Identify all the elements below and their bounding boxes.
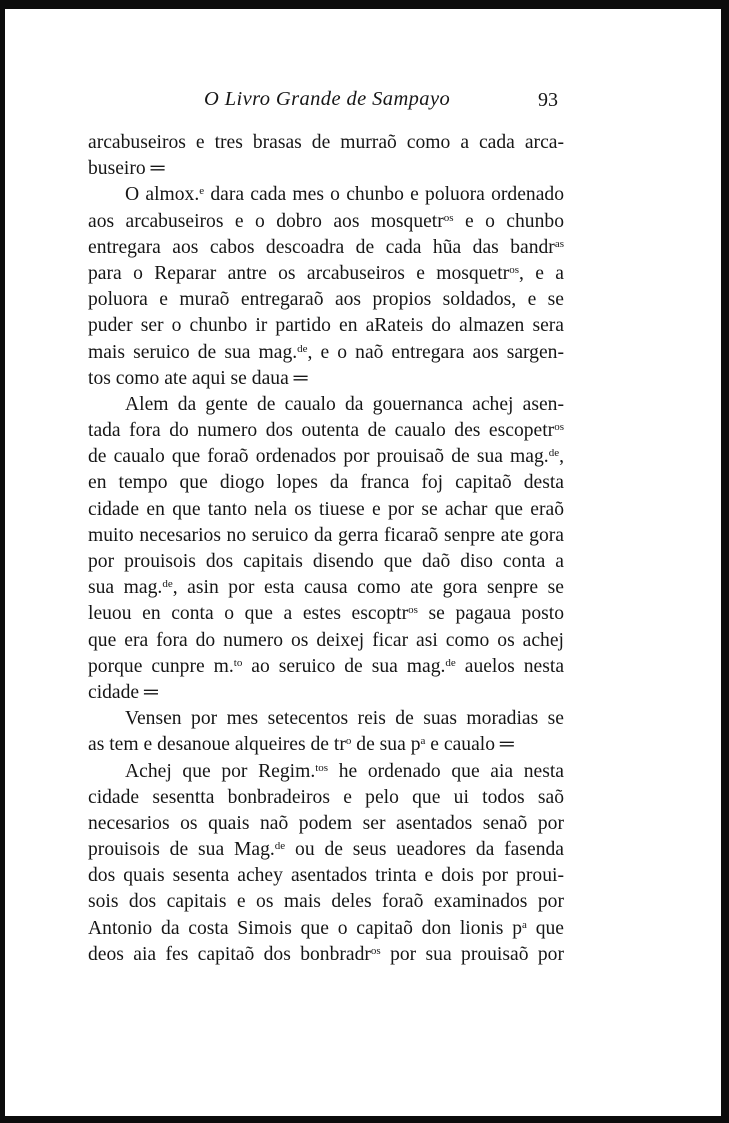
abbreviation-superscript: e <box>199 185 205 198</box>
scan-border-right <box>721 0 729 1123</box>
abbreviation-superscript: os <box>554 421 564 434</box>
abbreviation-superscript: de <box>548 447 560 460</box>
abbreviation-superscript: de <box>162 578 173 591</box>
abbreviation-superscript: as <box>554 237 564 250</box>
abbreviation-superscript: de <box>445 656 456 669</box>
text-line: en tempo que diogo lopes da franca foj capitaõ desta <box>88 472 564 494</box>
text-line: as tem e desanoue alqueires de $tr^o$ de sua $p^a$ e caualo ═ <box>88 734 514 756</box>
text-line: entregara aos cabos descoadra de cada hũa das bandr$^{as}$ <box>88 236 564 258</box>
page-header <box>88 88 564 122</box>
text-line: buseiro ═ <box>88 158 165 180</box>
text-line: leuou en conta o que a estes escoptr$^{os}$ se pagaua posto <box>88 603 564 625</box>
text-line: para o Reparar antre os arcabuseiros e mosquetr$^{os}$, e a <box>88 262 564 284</box>
abbreviation-superscript: o <box>345 735 352 748</box>
abbreviation-superscript: os <box>370 944 381 957</box>
text-line: de caualo que foraõ ordenados por prouisaõ de sua mag.$^{de}$, <box>88 446 564 468</box>
text-line: muito necesarios no seruico da gerra ficaraõ senpre ate gora <box>88 524 564 546</box>
scan-border-left <box>0 0 5 1123</box>
text-line: poluora e muraõ entregaraõ aos propios soldados, e se <box>88 289 564 311</box>
text-line: que era fora do numero os deixej ficar asi como os achej <box>88 629 564 651</box>
text-line: cidade sesentta bonbradeiros e pelo que ui todos saõ <box>88 786 564 808</box>
text-line: cidade en que tanto nela os tiuese e por se achar que eraõ <box>88 498 564 520</box>
abbreviation-superscript: a <box>522 918 527 931</box>
text-line: por prouisois dos capitais disendo que daõ diso conta a <box>88 551 564 572</box>
abbreviation-superscript: os <box>509 263 519 276</box>
body-text <box>88 130 564 968</box>
text-line: necesarios os quais naõ podem ser asentados senaõ por <box>88 812 564 834</box>
abbreviation-superscript: tos <box>315 761 329 774</box>
text-line: Vensen por mes setecentos reis de suas moradias se <box>125 708 564 730</box>
abbreviation-superscript: de <box>274 840 286 853</box>
abbreviation-superscript: os <box>443 211 454 224</box>
scan-border-top <box>0 0 729 9</box>
text-line: Antonio da costa Simois que o capitaõ don lionis $p^a$ que <box>88 917 564 939</box>
text-line: Alem da gente de caualo da gouernanca achej asen- <box>125 393 564 415</box>
text-line: prouisois de sua Mag.$^{de}$ ou de seus ueadores da fasenda <box>88 839 564 861</box>
abbreviation-superscript: de <box>297 342 308 355</box>
text-line: mais seruico de sua mag.$^{de}$, e o naõ entregara aos sargen- <box>88 341 564 363</box>
scan-border-bottom <box>0 1116 729 1123</box>
running-title: O Livro Grande de Sampayo <box>204 88 451 110</box>
text-line: tada fora do numero dos outenta de caualo des escopetr$^{os}$ <box>88 420 564 442</box>
abbreviation-superscript: a <box>420 735 426 748</box>
abbreviation-superscript: to <box>233 656 243 669</box>
text-line: sois dos capitais e os mais deles foraõ examinados por <box>88 891 564 913</box>
page-number: 93 <box>538 89 558 111</box>
text-line: cidade ═ <box>88 681 158 703</box>
text-line: puder ser o chunbo ir partido en aRateis do almazen sera <box>88 315 564 337</box>
text-line: tos como ate aqui se daua ═ <box>88 367 308 389</box>
text-line: deos aia fes capitaõ dos bonbradr$^{os}$ por sua prouisaõ por <box>88 943 564 965</box>
text-line: dos quais sesenta achey asentados trinta e dois por proui- <box>88 865 564 887</box>
text-line: O almox.$^e$ dara cada mes o chunbo e poluora ordenado <box>125 184 564 206</box>
text-line: aos arcabuseiros e o dobro aos mosquetr$^{os}$ e o chunbo <box>88 210 564 232</box>
text-line: arcabuseiros e tres brasas de murraõ como a cada arca- <box>88 132 564 153</box>
abbreviation-superscript: os <box>408 604 418 617</box>
text-line: sua mag.$^{de}$, asin por esta causa como ate gora senpre se <box>88 577 564 599</box>
text-line: Achej que por Regim.$^{tos}$ he ordenado que aia nesta <box>125 760 564 782</box>
text-line: porque cunpre m.$^{to}$ ao seruico de sua mag.$^{de}$ auelos nesta <box>88 655 565 677</box>
